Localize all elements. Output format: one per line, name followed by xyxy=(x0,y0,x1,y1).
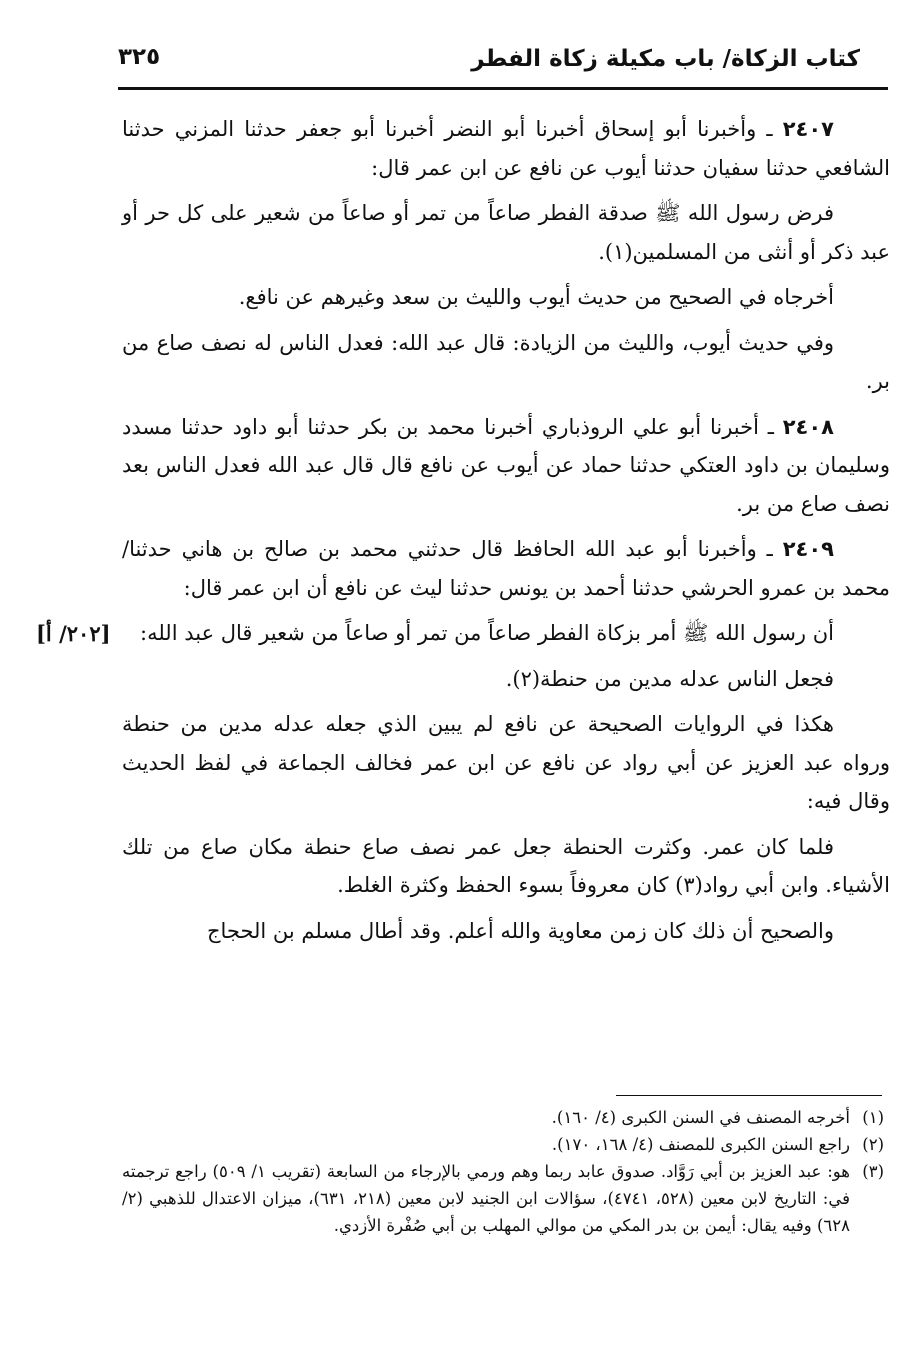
commentary-paragraph xyxy=(122,324,890,401)
hadith-2408 xyxy=(122,408,890,524)
footnote-number: (٣) xyxy=(862,1162,884,1181)
paragraph-text: أخرجاه في الصحيح من حديث أيوب والليث بن سعد وغيرهم عن نافع. xyxy=(238,285,834,309)
paragraph-text: ـ وأخبرنا أبو إسحاق أخبرنا أبو النضر أخبرنا أبو جعفر حدثنا المزني حدثنا الشافعي حدثنا سفيان حدثنا أيوب عن نافع عن ابن عمر قال: xyxy=(122,117,890,180)
paragraph-text: فجعل الناس عدله مدين من حنطة(٢). xyxy=(505,666,834,691)
hadith-matn xyxy=(122,614,890,653)
page-number: ٣٢٥ xyxy=(118,44,161,70)
footnote-text: راجع السنن الكبرى للمصنف (٤/ ١٦٨، ١٧٠). xyxy=(551,1135,850,1154)
footnotes xyxy=(122,1104,884,1239)
hadith-number: ٢٤٠٧ xyxy=(782,117,834,141)
margin-folio-note: [٢٠٢/ أ] xyxy=(36,621,111,646)
hadith-matn xyxy=(122,194,890,271)
commentary-paragraph xyxy=(122,828,890,905)
footnote-rule xyxy=(616,1095,882,1096)
paragraph-text: أن رسول الله ﷺ أمر بزكاة الفطر صاعاً من تمر أو صاعاً من شعير قال عبد الله: xyxy=(140,621,834,645)
commentary-paragraph xyxy=(122,705,890,821)
hadith-matn xyxy=(122,660,890,699)
paragraph-text: ـ أخبرنا أبو علي الروذباري أخبرنا محمد بن بكر حدثنا أبو داود حدثنا مسدد وسليمان بن داود العتكي حدثنا حماد عن أيوب عن نافع قال قال عبد الله فعدل الناس بعد نصف صاع من بر. xyxy=(122,414,890,516)
footnote-number: (١) xyxy=(862,1108,884,1127)
hadith-number: ٢٤٠٨ xyxy=(782,414,834,439)
footnote-number: (٢) xyxy=(862,1135,884,1154)
running-title: كتاب الزكاة/ باب مكيلة زكاة الفطر xyxy=(471,46,860,72)
footnote xyxy=(122,1104,884,1131)
footnote-text: أخرجه المصنف في السنن الكبرى (٤/ ١٦٠). xyxy=(551,1108,850,1127)
paragraph-text: فلما كان عمر. وكثرت الحنطة جعل عمر نصف صاع حنطة مكان صاع من تلك الأشياء. وابن أبي رواد(٣) كان معروفاً بسوء الحفظ وكثرة الغلط. xyxy=(122,834,890,897)
commentary-paragraph xyxy=(122,912,890,951)
header-rule xyxy=(118,87,888,90)
footnote-text: هو: عبد العزيز بن أبي رَوَّاد. صدوق عابد ربما وهم ورمي بالإرجاء من السابعة (تقريب ١/ ٥٠٩) راجع ترجمته في: التاريخ لابن معين (٥٢٨، ٤٧٤١)، سؤالات ابن الجنيد لابن معين (٢١٨، ٦٣١)، ميزان الاعتدال للذهبي (٢/ ٦٢٨) وفيه يقال: أيمن بن بدر المكي من موالي المهلب بن أبي صُفْرة الأزدي. xyxy=(122,1162,850,1235)
commentary-paragraph xyxy=(122,278,890,317)
footnote xyxy=(122,1131,884,1158)
hadith-2409 xyxy=(122,530,890,607)
paragraph-text: هكذا في الروايات الصحيحة عن نافع لم يبين الذي جعله عدله مدين من حنطة ورواه عبد العزيز عن أبي رواد عن نافع عن ابن عمر فخالف الجماعة في لفظ الحديث وقال فيه: xyxy=(122,712,890,813)
hadith-2407 xyxy=(122,110,890,187)
paragraph-text: ـ وأخبرنا أبو عبد الله الحافظ قال حدثني محمد بن صالح بن هاني حدثنا/ محمد بن عمرو الحرشي حدثنا أحمد بن يونس حدثنا ليث عن نافع أن ابن عمر قال: xyxy=(122,537,890,600)
main-text xyxy=(122,110,890,957)
paragraph-text: فرض رسول الله ﷺ صدقة الفطر صاعاً من تمر أو صاعاً من شعير على كل حر أو عبد ذكر أو أنثى من المسلمين(١). xyxy=(122,201,890,264)
paragraph-text: والصحيح أن ذلك كان زمن معاوية والله أعلم. وقد أطال مسلم بن الحجاج xyxy=(206,918,834,943)
page-header xyxy=(110,40,860,80)
footnote xyxy=(122,1158,884,1239)
paragraph-text: وفي حديث أيوب، والليث من الزيادة: قال عبد الله: فعدل الناس له نصف صاع من بر. xyxy=(122,330,890,393)
hadith-number: ٢٤٠٩ xyxy=(782,537,834,561)
